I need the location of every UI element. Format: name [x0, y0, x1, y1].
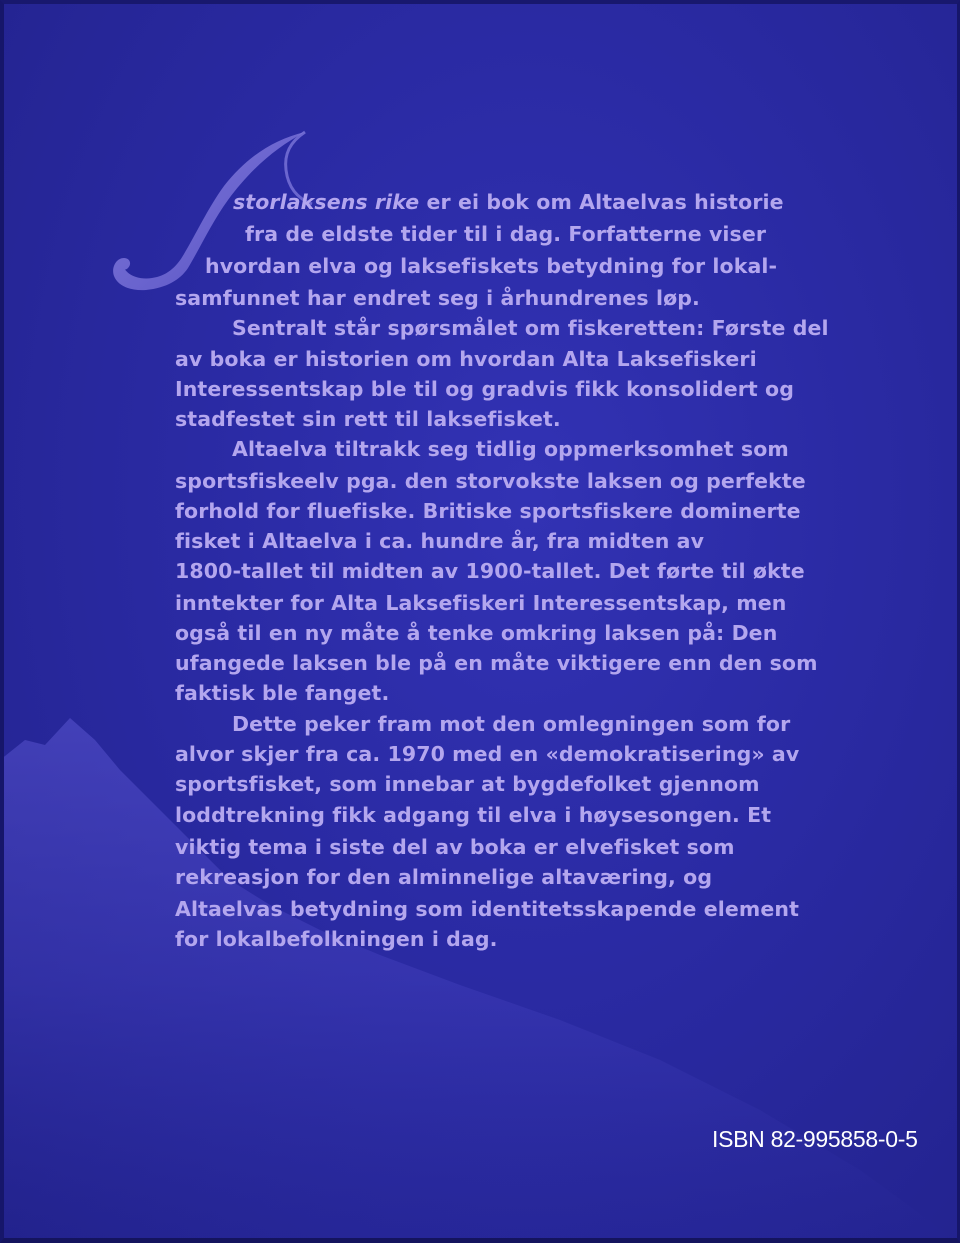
blurb-line-text: er ei bok om Altaelvas historie — [419, 190, 784, 214]
isbn-number: ISBN 82-995858-0-5 — [712, 1126, 918, 1152]
blurb-line-text: 1800-tallet til midten av 1900-tallet. Det førte til økte — [175, 559, 805, 583]
blurb-line-text: også til en ny måte å tenke omkring laksen på: Den — [175, 621, 778, 645]
blurb-line — [175, 469, 806, 493]
blurb-line-text: sportsfisket, som innebar at bygdefolket gjennom — [175, 772, 760, 796]
blurb-line-text: fra de eldste tider til i dag. Forfatterne viser — [245, 222, 767, 246]
blurb-line — [175, 865, 712, 889]
blurb-line — [175, 772, 760, 796]
blurb-line — [175, 927, 498, 951]
blurb-line — [175, 621, 777, 645]
blurb-line-text: hvordan elva og laksefiskets betydning for lokal- — [205, 254, 778, 278]
blurb-line-text: forhold for fluefiske. Britiske sportsfiskere dominerte — [175, 499, 801, 523]
book-title-italic: storlaksens rike — [233, 190, 420, 214]
blurb-line — [175, 835, 735, 859]
blurb-line — [245, 222, 766, 246]
blurb-line — [175, 559, 805, 583]
blurb-line — [175, 529, 704, 553]
blurb-line — [175, 897, 799, 921]
blurb-line — [175, 377, 794, 401]
blurb-line — [205, 254, 777, 278]
blurb-line-text: samfunnet har endret seg i århundrenes løp. — [175, 286, 700, 310]
blurb-line-text: Interessentskap ble til og gradvis fikk konsolidert og — [175, 377, 794, 401]
blurb-line — [232, 316, 829, 340]
blurb-line-text: fisket i Altaelva i ca. hundre år, fra midten av — [175, 529, 705, 553]
blurb-line — [175, 681, 389, 705]
blurb-line — [175, 286, 700, 310]
blurb-line — [232, 712, 790, 736]
blurb-line — [175, 651, 818, 675]
blurb-line-text: sportsfiskeelv pga. den storvokste laksen og perfekte — [175, 469, 806, 493]
blurb-line — [232, 437, 789, 461]
blurb-line-text: alvor skjer fra ca. 1970 med en «demokratisering» av — [175, 742, 800, 766]
blurb-line — [175, 407, 561, 431]
blurb-line-text: viktig tema i siste del av boka er elvefisket som — [175, 835, 735, 859]
blurb-line-text: av boka er historien om hvordan Alta Laksefiskeri — [175, 347, 757, 371]
blurb-line-text: Altaelva tiltrakk seg tidlig oppmerksomhet som — [232, 437, 789, 461]
blurb-line-text: faktisk ble fanget. — [175, 681, 390, 705]
blurb-line — [175, 742, 799, 766]
blurb-line-text: Dette peker fram mot den omlegningen som for — [232, 712, 791, 736]
blurb-line-text: rekreasjon for den alminnelige altaværing, og — [175, 865, 713, 889]
blurb-line-text: stadfestet sin rett til laksefisket. — [175, 407, 561, 431]
blurb-line-text: for lokalbefolkningen i dag. — [175, 927, 498, 951]
blurb-line-text: Sentralt står spørsmålet om fiskeretten: Første del — [232, 316, 829, 340]
blurb-line-text: loddtrekning fikk adgang til elva i høysesongen. Et — [175, 803, 772, 827]
blurb-line — [175, 347, 757, 371]
blurb-line-text: ufangede laksen ble på en måte viktigere enn den som — [175, 651, 818, 675]
blurb-line — [233, 190, 784, 214]
blurb-line — [175, 803, 771, 827]
blurb-line-text: inntekter for Alta Laksefiskeri Interessentskap, men — [175, 591, 787, 615]
blurb-line — [175, 591, 786, 615]
blurb-line-text: Altaelvas betydning som identitetsskapende element — [175, 897, 799, 921]
blurb-line — [175, 499, 801, 523]
